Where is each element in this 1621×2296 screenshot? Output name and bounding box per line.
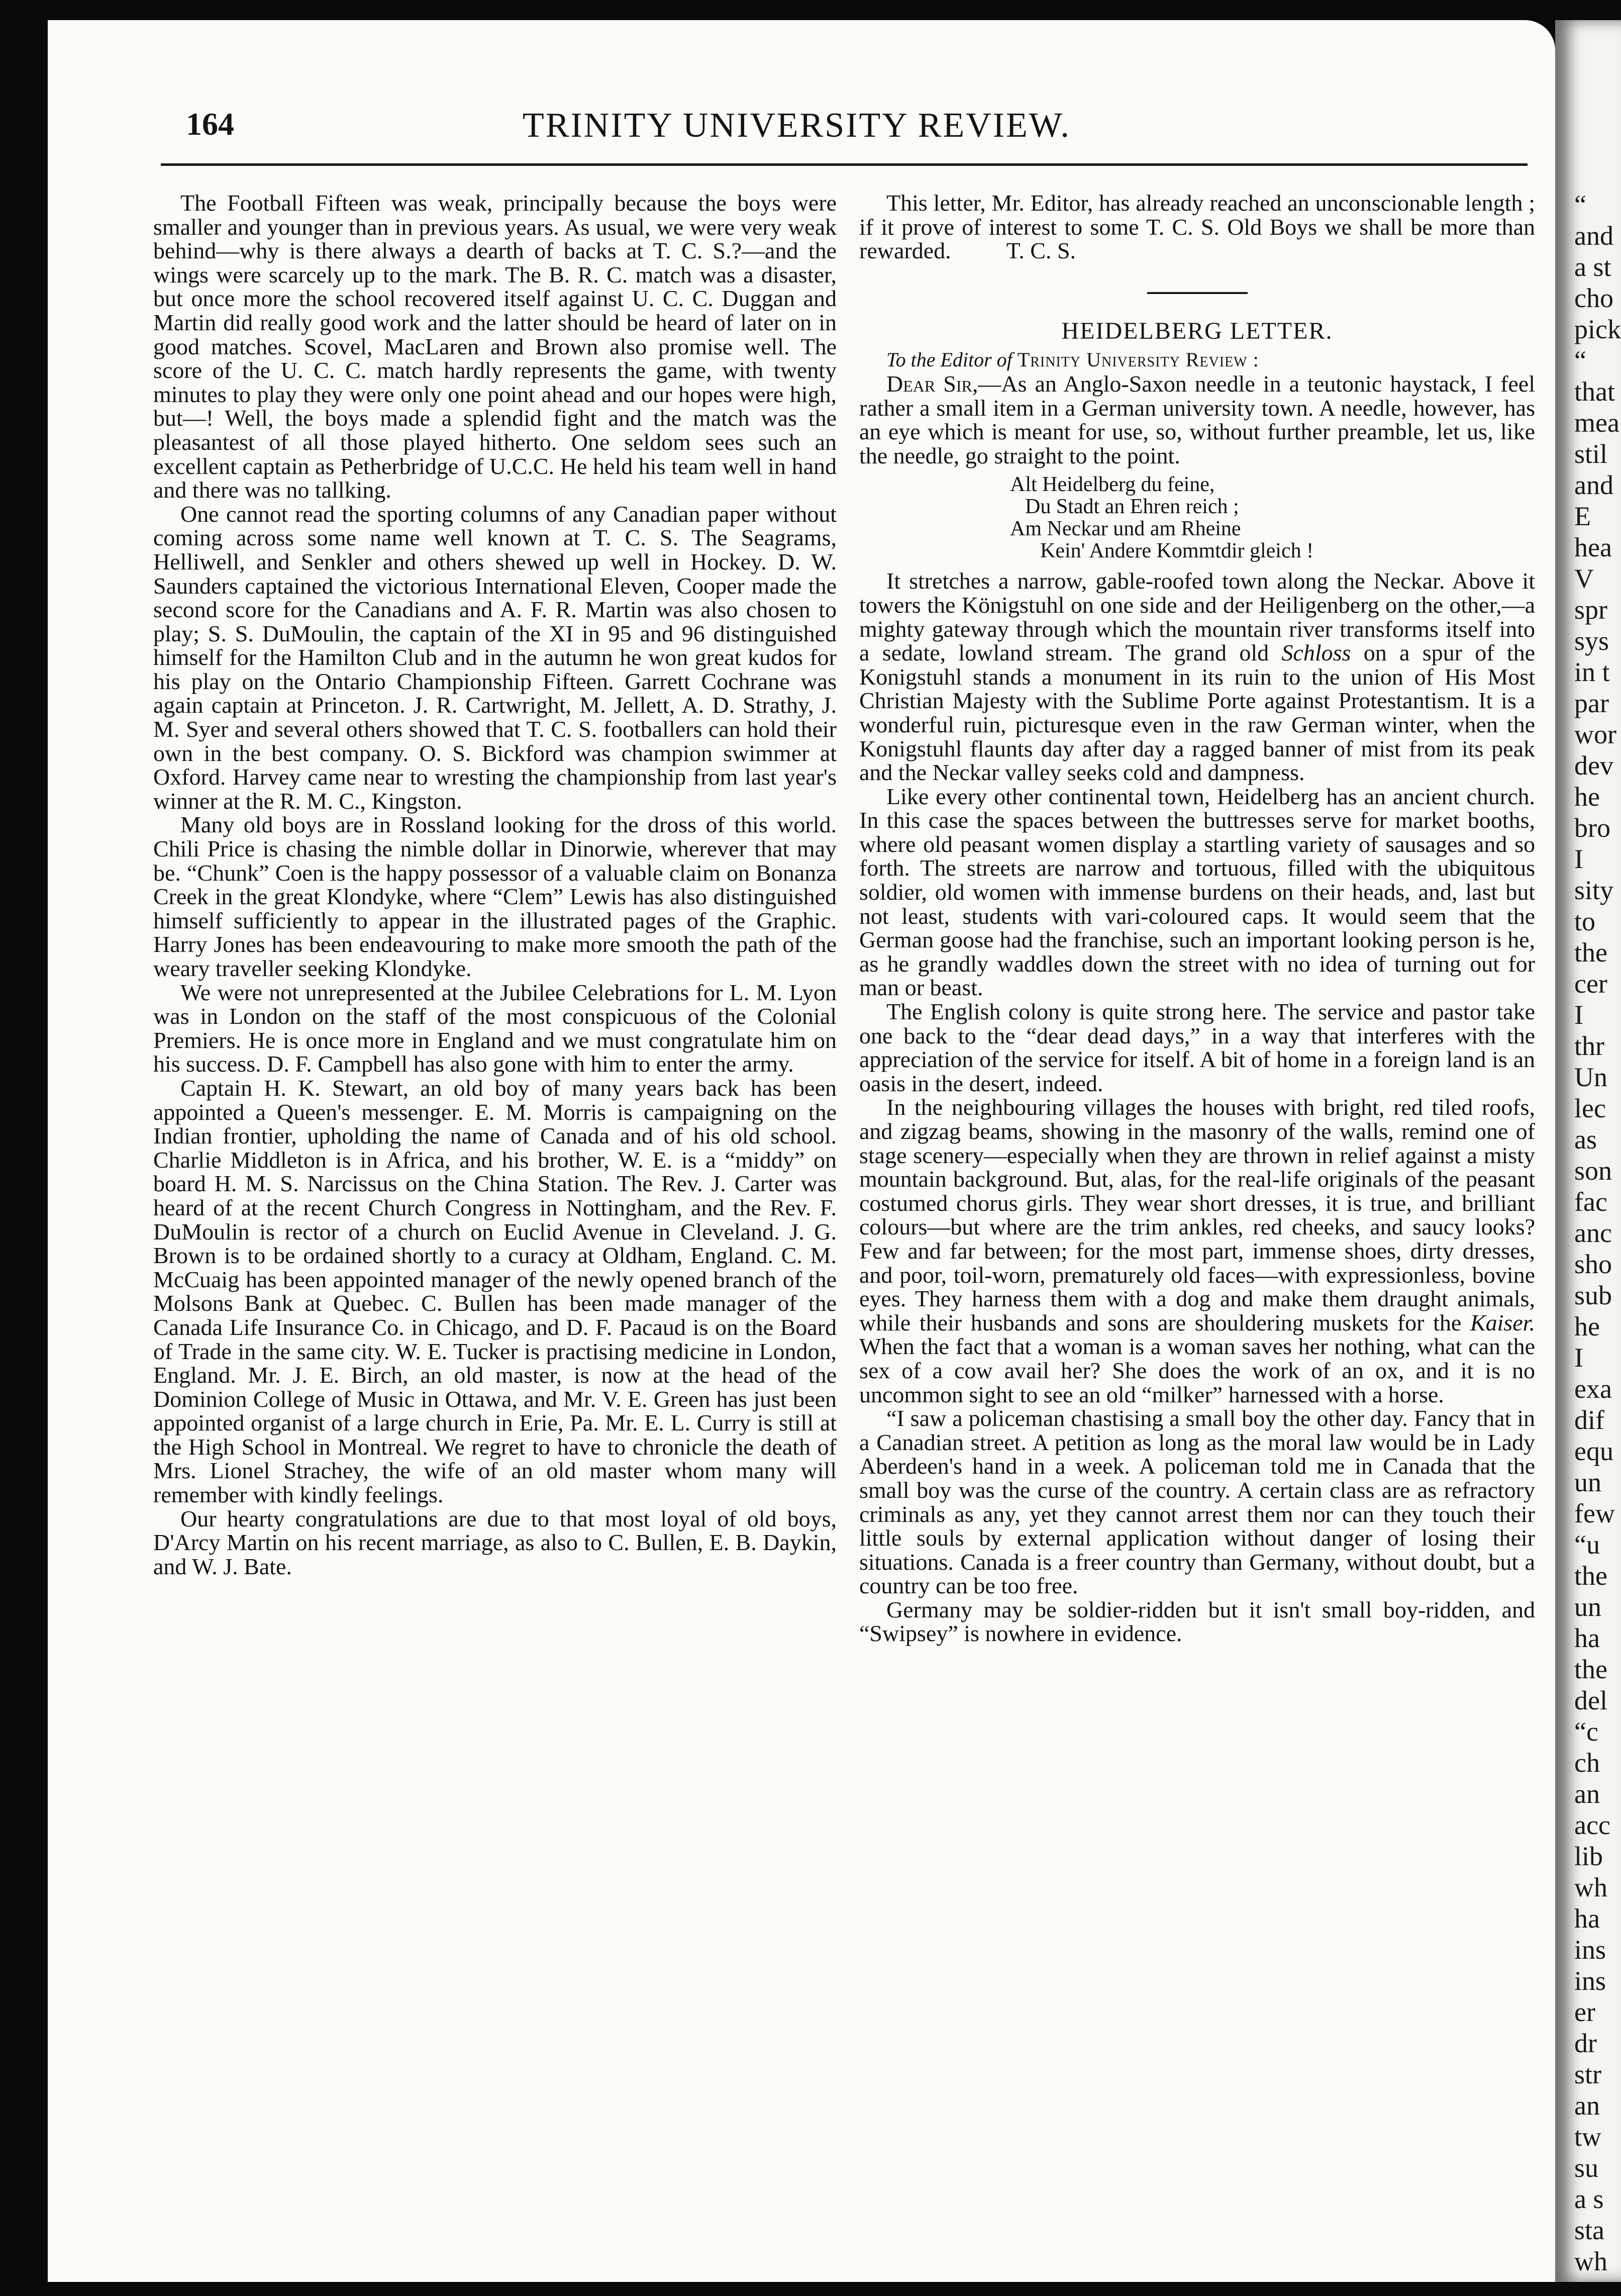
adjacent-page-fragment: “ [1574,345,1586,375]
adjacent-page-fragment: an [1574,2090,1600,2121]
adjacent-page-fragment: par [1574,688,1609,718]
adjacent-page-fragment: spr [1574,595,1607,625]
text-span: In the neighbouring villages the houses with bright, red tiled roofs, and zigzag beams, showing in the masonry of the walls, remind one of stage scenery—especially when they are thrown in relief against a misty mountain background. But, alas, for the real-life originals of the peasant costumed chorus girls. They wear short dresses, it is true, and brilliant colours—but where are the trim ankles, red cheeks, and saucy looks? Few and far between; for the most part, immense shoes, dirty dresses, and poor, toil-worn, prematurely old faces—with expressionless, bovine eyes. They harness them with a dog and make them draught animals, while their husbands and sons are shouldering muskets for the [859,1094,1535,1335]
adjacent-page-fragment: cer [1574,969,1607,999]
adjacent-page-fragment: that [1574,376,1615,407]
adjacent-page-fragment: “ [1574,189,1586,220]
dedication-prefix: To the Editor of [886,348,1012,371]
opening-text: —As an Anglo-Saxon needle in a teutonic haystack, I feel rather a small item in a German university town. A needle, however, has an eye which is meant for use, so, without further preamble, let us, like the needle, go straight to the point. [859,370,1536,468]
paragraph-germany: Germany may be soldier-ridden but it isn't small boy-ridden, and “Swipsey” is nowhere in evidence. [859,1596,1535,1647]
adjacent-page-fragment: son [1574,1156,1612,1186]
adjacent-page-fragment: a s [1574,2184,1604,2214]
adjacent-page-fragment: dev [1574,750,1613,781]
adjacent-page-fragment: Un [1574,1062,1607,1092]
adjacent-page-fragment: sys [1574,626,1609,656]
adjacent-page-fragment: I [1574,844,1583,874]
adjacent-page-fragment: he [1574,782,1600,812]
adjacent-page-fragment: pick [1574,314,1621,344]
adjacent-page-fragment: the [1574,937,1607,968]
adjacent-page-fragment: and [1574,221,1613,251]
adjacent-page-fragment: exa [1574,1374,1612,1404]
paragraph-church: Like every other continental town, Heidelberg has an ancient church. In this case the spaces between the buttresses serve for market booths, where old peasant women display a startling variety of sausages and so forth. The streets are narrow and tortuous, filled with the ubiquitous soldier, old women with immense burdens on their heads, and, last but not least, students with vari-coloured caps. It would seem that the German goose had the franchise, such an important looking person is he, as he grandly waddles down the street with no idea of turning out for man or beast. [859,783,1535,1001]
paragraph-rossland: Many old boys are in Rossland looking for the dross of this world. Chili Price is chasing the nimble dollar in Dinorwie, wherever that may be. “Chunk” Coen is the happy possessor of a valuable claim on Bonanza Creek in the great Klondyke, where “Clem” Lewis has also distinguished himself sufficiently to appear in the illustrated pages of the Graphic. Harry Jones has been endeavouring to make more smooth the path of the weary traveller seeking Klondyke. [153,812,837,981]
adjacent-page-fragment: hea [1574,532,1612,562]
paragraph-football: The Football Fifteen was weak, principally because the boys were smaller and younger than in previous years. As usual, we were very weak behind—why is there always a dearth of backs at T. C. S.?—and the wings were scarcely up to the mark. The B. R. C. match was a disaster, but once more the school recovered itself against U. C. C. Duggan and Martin did really good work and the latter should be heard of later on in good matches. Scovel, MacLaren and Brown also promise well. The score of the U. C. C. match hardly represents the game, with twenty minutes to play they were only one point ahead and our hopes were high, but—! Well, the boys made a splendid fight and the match was the pleasantest of all those played hitherto. One seldom sees such an excellent captain as Petherbridge of U.C.C. He held his team well in hand and there was no tallking. [153,190,837,503]
adjacent-page-fragment: lec [1574,1093,1606,1123]
left-column [153,191,837,1578]
italic-schloss: Schloss [1281,640,1351,666]
adjacent-page-fragment: sho [1574,1249,1612,1279]
adjacent-page-fragment: wh [1574,2246,1607,2276]
adjacent-page-fragment: I [1574,1000,1583,1030]
adjacent-page-fragment: few [1574,1498,1615,1528]
adjacent-page-fragment: equ [1574,1436,1613,1466]
adjacent-page-fragment: the [1574,1561,1607,1591]
adjacent-page-fragment: del [1574,1685,1607,1715]
adjacent-page-fragment: “u [1574,1529,1600,1560]
dedication-publication: Trinity University Review : [1017,348,1259,371]
adjacent-page-fragment: fac [1574,1187,1607,1217]
salutation: Dear Sir, [886,370,978,397]
adjacent-page-fragment: ha [1574,1623,1600,1653]
adjacent-page-fragment: un [1574,1592,1601,1622]
adjacent-page-fragment: bro [1574,813,1610,843]
adjacent-page-fragment: cho [1574,283,1613,313]
paragraph-congratulations: Our hearty congratulations are due to that most loyal of old boys, D'Arcy Martin on his recent marriage, as also to C. Bullen, E. B. Daykin, and W. J. Bate. [153,1505,837,1579]
adjacent-page-fragment: and [1574,470,1613,500]
poem-line: Du Stadt an Ehren reich ; [1025,495,1239,519]
adjacent-page-fragment: he [1574,1311,1600,1342]
closing-text: This letter, Mr. Editor, has already reached an unconscionable length ; if it prove of interest to some T. C. S. Old Boys we shall be more than rewarded. [859,190,1535,264]
paragraph-jubilee: We were not unrepresented at the Jubilee Celebrations for L. M. Lyon was in London on the staff of the most conspicuous of the Colonial Premiers. He is once more in England and we must congratulate him on his success. D. F. Campbell has also gone with him to enter the army. [153,979,837,1077]
adjacent-page-edge [1555,20,1621,2282]
italic-kaiser: Kaiser. [1470,1309,1535,1335]
adjacent-page-fragment: ins [1574,1935,1606,1965]
adjacent-page-fragment: V [1574,563,1594,594]
poem-line: Kein' Andere Kommtdir gleich ! [1040,539,1314,563]
adjacent-page-fragment: ins [1574,1966,1606,1996]
text-span: on a spur of the Konigstuhl stands a monument in its ruin to the union of His Most Christian Majesty with the Sublime Porte against Protestantism. It is a wonderful ruin, picturesque even in the raw German winter, when the Konigstuhl flaunts day after day a ragged banner of mist from its peak and the Neckar valley seeks cold and dampness. [859,640,1536,786]
adjacent-page-fragment: acc [1574,1810,1610,1840]
adjacent-page-fragment: as [1574,1124,1597,1155]
closing-signoff: T. C. S. [1006,238,1076,264]
right-column [859,191,1535,1646]
poem-line: Am Neckar und am Rheine [1010,517,1241,541]
running-head-title: TRINITY UNIVERSITY REVIEW. [523,106,1071,145]
adjacent-page-fragment: to [1574,906,1596,936]
adjacent-page-fragment: sta [1574,2215,1604,2245]
adjacent-page-fragment: stil [1574,439,1608,469]
paragraph-sporting: One cannot read the sporting columns of any Canadian paper without coming across some name well known at T. C. S. The Seagrams, Helliwell, and Senkler and others shewed up well in Hockey. D. W. Saunders captained the victorious International Eleven, Cooper made the second score for the Canadians and A. F. R. Martin was also chosen to play; S. S. DuMoulin, the captain of the XI in 95 and 96 distinguished himself for the Hamilton Club and in the autumn he won great kudos for his play on the Ontario Championship Fifteen. Garrett Cochrane was again captain at Princeton. J. R. Cartwright, M. Jellett, A. D. Strathy, J. M. Syer and several others showed that T. C. S. footballers can hold their own in the best company. O. S. Bickford was champion swimmer at Oxford. Harvey came near to wresting the championship from last year's winner at the R. M. C., Kingston. [153,501,837,814]
adjacent-page-fragment: lib [1574,1841,1603,1871]
adjacent-page-fragment: tw [1574,2122,1601,2152]
adjacent-page-fragment: ha [1574,1903,1600,1934]
adjacent-page-fragment: sub [1574,1280,1612,1310]
header-rule [161,163,1528,166]
text-span: When the fact that a woman is a woman saves her nothing, what can the sex of a cow avail her? She does the work of an ox, and it is no uncommon sight to see an old “milker” harnessed with a horse. [859,1333,1535,1407]
poem-line: Alt Heidelberg du feine, [1010,473,1215,497]
adjacent-page-fragment: wor [1574,719,1616,749]
paragraph-town [859,569,1535,784]
adjacent-page-fragment: ch [1574,1748,1600,1778]
adjacent-page-fragment: a st [1574,252,1611,282]
adjacent-page-fragment: mea [1574,408,1619,438]
poem [859,473,1535,562]
paragraph-closing [859,191,1535,263]
paragraph-policeman: “I saw a policeman chastising a small boy the other day. Fancy that in a Canadian street. A petition as long as the moral law would be in Lady Aberdeen's hand in a week. A policeman told me in Canada that the small boy was the curse of the country. A certain class are as refractory criminals as any, yet they cannot arrest them nor can they touch their little souls by external application without danger of losing their situations. Canada is a freer country than Germany, without doubt, but a country can be too free. [859,1405,1535,1599]
adjacent-page-fragment: the [1574,1654,1607,1684]
text-span: It stretches a narrow, gable-roofed town along the Neckar. Above it towers the Königstuhl on one side and der Heiligenberg on the other,—a mighty gateway through which the mountain river transforms itself into a sedate, lowland stream. The grand old [859,568,1535,666]
paragraph-villages [859,1095,1535,1406]
adjacent-page-fragment: E [1574,501,1591,531]
adjacent-page-fragment: su [1574,2153,1599,2183]
dedication-line [859,348,1535,372]
adjacent-page-fragment: an [1574,1779,1600,1809]
adjacent-page-fragment: “c [1574,1716,1598,1747]
adjacent-page-fragment: str [1574,2059,1601,2089]
section-divider [1147,292,1248,294]
adjacent-page-fragment: I [1574,1343,1583,1373]
adjacent-page-fragment: un [1574,1467,1601,1497]
adjacent-page-fragment: wh [1574,1872,1607,1902]
paragraph-english-colony: The English colony is quite strong here. The service and pastor take one back to the “dear dead days,” in a way that interferes with the appreciation of the service for itself. A bit of home in a foreign land is an oasis in the desert, indeed. [859,999,1535,1096]
article-title: HEIDELBERG LETTER. [1061,317,1333,344]
adjacent-page-fragment: dr [1574,2028,1597,2058]
adjacent-page-fragment: dif [1574,1405,1604,1435]
adjacent-page-fragment: sity [1574,875,1614,905]
adjacent-page-fragment: thr [1574,1031,1604,1061]
paragraph-opening [859,372,1535,467]
page-number: 164 [186,106,234,142]
adjacent-page-fragment: anc [1574,1218,1612,1248]
adjacent-page-fragment: er [1574,1997,1595,2027]
paragraph-old-boys-news: Captain H. K. Stewart, an old boy of many years back has been appointed a Queen's messenger. E. M. Morris is campaigning on the Indian frontier, upholding the name of Canada and of his old school. Charlie Middleton is in Africa, and his brother, W. E. is a “middy” on board H. M. S. Narcissus on the China Station. The Rev. J. Carter was heard of at the recent Church Congress in Nottingham, and the Rev. F. DuMoulin is rector of a church on Euclid Avenue in Cleveland. J. G. Brown is to be ordained shortly to a curacy at Oldham, England. C. M. McCuaig has been appointed manager of the newly opened branch of the Molsons Bank at Quebec. C. Bullen has been made manager of the Canada Life Insurance Co. in Chicago, and D. F. Pacaud is on the Board of Trade in the same city. W. E. Tucker is practising medicine in London, England. Mr. J. E. Birch, an old master, is now at the head of the Dominion College of Music in Ottawa, and Mr. V. E. Green has just been appointed organist of a large church in Erie, Pa. Mr. E. L. Curry is still at the High School in Montreal. We regret to have to chronicle the death of Mrs. Lionel Strachey, the wife of an old master whom many will remember with kindly feelings. [153,1075,837,1508]
adjacent-page-fragment: in t [1574,657,1610,687]
